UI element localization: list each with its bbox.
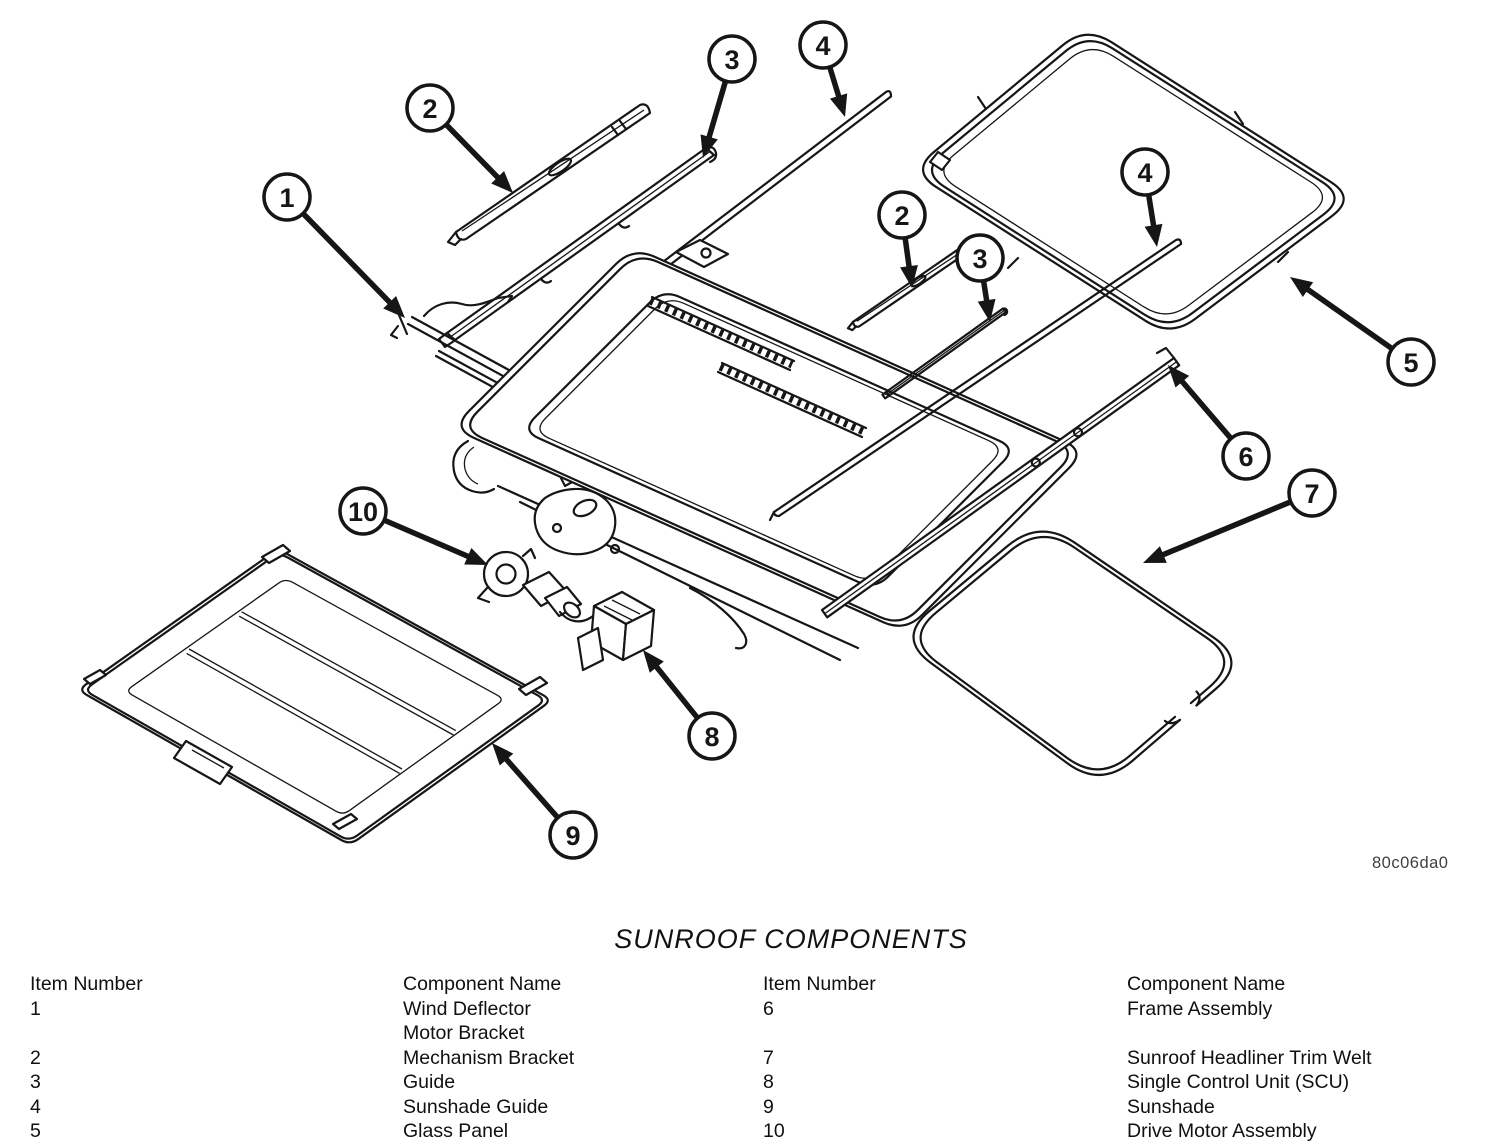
svg-text:9: 9 [565, 821, 581, 851]
svg-text:5: 5 [1403, 348, 1419, 378]
component-name: Wind Deflector [403, 997, 531, 1020]
svg-text:8: 8 [704, 722, 720, 752]
item-number: 4 [30, 1095, 41, 1118]
item-number: 7 [763, 1046, 774, 1069]
sunshade-panel [82, 545, 548, 842]
leader-arrow-icon [464, 548, 488, 565]
column-header: Component Name [403, 973, 562, 995]
column-header: Item Number [30, 973, 143, 995]
svg-text:4: 4 [1137, 158, 1153, 188]
callout-9-sunshade [492, 743, 596, 858]
callout-2-mechanism-bracket [407, 85, 513, 193]
column-header: Component Name [1127, 973, 1286, 995]
component-name: Glass Panel [403, 1120, 509, 1142]
item-number: 10 [763, 1120, 785, 1142]
callout-8-single-control-unit [643, 650, 735, 759]
single-control-unit [578, 592, 654, 670]
leader-arrow-icon [1143, 546, 1167, 563]
item-number: 1 [30, 997, 41, 1020]
item-number: 2 [30, 1046, 41, 1069]
components-table [0, 972, 1504, 1144]
svg-text:3: 3 [972, 244, 988, 274]
page-title: SUNROOF COMPONENTS [614, 924, 968, 954]
component-name: Sunshade Guide [403, 1095, 549, 1118]
component-name: Sunroof Headliner Trim Welt [1127, 1046, 1372, 1069]
callout-4-sunshade-guide [800, 22, 847, 117]
svg-text:1: 1 [279, 183, 295, 213]
callout-3-guide [701, 36, 755, 158]
column-header: Item Number [763, 973, 876, 995]
callout-7-sunroof-headliner-trim-welt [1143, 470, 1335, 563]
callout-5-glass-panel [1290, 277, 1434, 385]
item-number: 9 [763, 1095, 774, 1118]
svg-text:2: 2 [894, 201, 910, 231]
figure-code: 80c06da0 [1372, 854, 1449, 872]
component-name: Mechanism Bracket [403, 1046, 575, 1069]
callout-2-mechanism-bracket [879, 192, 925, 288]
item-number: 6 [763, 997, 774, 1020]
component-name: Drive Motor Assembly [1127, 1120, 1317, 1142]
callout-6-frame-assembly [1168, 365, 1269, 479]
item-number [763, 1021, 1127, 1046]
callout-10-drive-motor-assembly [340, 488, 488, 565]
svg-text:4: 4 [815, 31, 831, 61]
svg-text:2: 2 [422, 94, 438, 124]
item-number [30, 1021, 403, 1046]
item-number: 5 [30, 1120, 41, 1142]
callout-1-wind-deflector [264, 174, 405, 318]
svg-text:3: 3 [724, 45, 740, 75]
item-number: 8 [763, 1071, 774, 1093]
component-name: Frame Assembly [1127, 997, 1273, 1020]
guide-rail-middle [882, 308, 1007, 398]
svg-text:10: 10 [347, 497, 379, 527]
component-name: Motor Bracket [403, 1022, 525, 1044]
item-number: 3 [30, 1071, 41, 1093]
svg-text:7: 7 [1304, 479, 1320, 509]
callout-3-guide [957, 235, 1003, 322]
svg-text:6: 6 [1238, 442, 1254, 472]
component-name [1127, 1021, 1504, 1046]
component-name: Sunshade [1127, 1095, 1215, 1118]
leader-arrow-icon [830, 93, 847, 117]
component-name: Single Control Unit (SCU) [1127, 1071, 1350, 1093]
component-name: Guide [403, 1071, 456, 1093]
